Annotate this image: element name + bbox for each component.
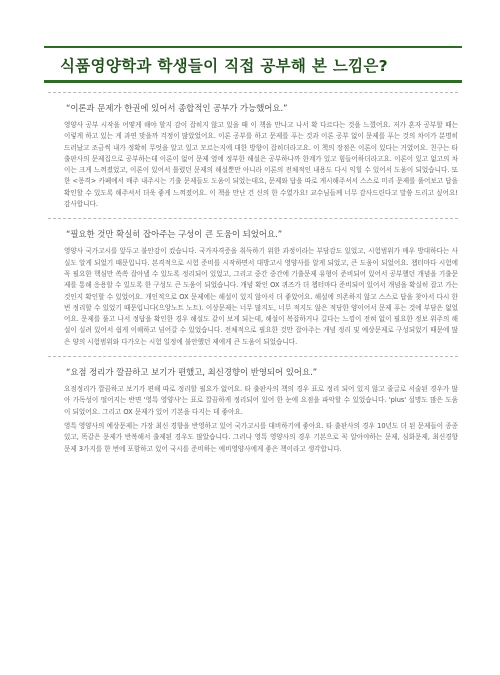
review-2 <box>48 218 458 348</box>
title-bottom-rule <box>44 80 462 83</box>
review-divider <box>48 218 458 219</box>
page-title: 식품영양학과 학생들이 직접 공부해 본 느낌은? <box>60 57 388 75</box>
reviews-container <box>48 92 458 463</box>
review-paragraph: 영양사 국가고시를 앞두고 불안감이 컸습니다. 국가자격증을 취득하기 위한 과정이라는 부담감도 있었고, 시험범위가 매우 방대하다는 사실도 알게 되었기 때문입니다. 본격적으로 시험 준비를 시작하면서 대방고시 영양사를 알게 되었고, 큰 도움이 되었어요. 챕터마다 시험에 꼭 필요한 핵심만 쏙쏙 잡아낼 수 있도록 정리되어 있었고, 그리고 중간 중간에 기출문제 유형이 준비되어 있어서 공부했던 개념을 기출문제를 통해 응용할 수 있도록 한 구성도 큰 도움이 되었습니다. 개념 확인 OX 퀴즈가 더 챕터마다 준비되어 있어서 개념을 확실히 잡고 가는 것인지 확인할 수 있었어요. 개인적으로 OX 문제에는 해설이 있지 않아서 더 좋았어요. 해설에 의존하지 않고 스스로 답을 찾아서 다시 한 번 정리할 수 있었기 때문입니다(으앙노트 노트). 이상문제는 너무 많지도, 너무 적지도 않은 적당한 양이어서 문제 푸는 것에 부담은 없었어요. 문제를 풀고 나서 정답을 확인한 경우 해설도 같이 보게 되는데, 해설이 복잡하거나 길다는 느낌이 전혀 없이 필요한 정보 위주의 해설이 실려 있어서 쉽게 이해하고 넘어갈 수 있었습니다. 전체적으로 필요한 것만 잡아주는 개념 정리 및 예상문제로 구성되었기 때문에 많은 양의 시험범위와 다가오는 시험 일정에 불안했던 제에게 큰 도움이 되었습니다. <box>64 247 458 346</box>
review-divider <box>48 92 458 93</box>
review-3 <box>48 356 458 455</box>
review-quote: “요점 정리가 깔끔하고 보기가 편했고, 최신경향이 반영되어 있어요.” <box>66 367 318 378</box>
review-divider <box>48 356 458 357</box>
review-paragraph: 영특 영양사의 예상문제는 가장 최신 경향을 반영하고 있어 국가고시를 대비하기에 좋아요. 타 출판사의 경우 10년도 더 된 문제들이 종종 있고, 똑같은 문제가 반복해서 출제된 경우도 많았습니다. 그러나 영특 영양사의 경우 기본으로 꼭 알아야하는 문제, 심화문제, 최신경향 문제 3가지를 한 번에 포함하고 있어 국시를 준비하는 예비영양사에게 좋은 책이라고 생각합니다. <box>64 421 458 453</box>
review-paragraph: 영양사 공부 시작을 어떻게 해야 할지 감이 잡히지 않고 있을 때 이 책을 만나고 나서 확 다르다는 것을 느꼈어요. 저가 혼자 공부할 때는 이렇게 하고 있는 게 과연 맞을까 걱정이 많았었어요. 이론 공부를 하고 문제를 푸는 것과 이론 공부 없이 문제를 푸는 것의 차이가 분명히 드러났고 조금씩 내가 정확히 무엇을 알고 있고 모르는지에 대한 방향이 잡히더라고요. 이 책의 장점은 이론이 있다는 거였어요. 친구는 타 출판사의 문제집으로 공부하는데 이론이 없어 문제 옆에 정부한 해설은 공부하나까 한계가 있고 힘들어하더라고요. 이론이 있고 없고의 차이는 크게 느껴졌었고, 이론이 있어서 틀렸던 문제의 해설뿐만 아니라 이론의 전체적인 내용도 다시 익힐 수 있어서 도움이 되었습니다. 또한 <몽격> 카페에서 매주 내주시는 기출 문제들도 도움이 되었는데요, 문제와 답을 따로 게시해주셔서 스스로 미리 문제를 풀어보고 답을 확인할 수 있도록 해주셔서 더욱 좋게 느껴졌어요. 이 책을 만난 건 신의 한 수였가요! 교수님들께 너무 감사드린다고 말씀 드리고 싶어요! 감사합니다. <box>64 121 458 209</box>
review-1 <box>48 92 458 210</box>
review-paragraph: 요점정리가 깔끔하고 보기가 편해 따로 정리할 필요가 없어요. 타 출판사의 책의 경우 표로 정리 되어 있지 않고 줄글로 서술된 경우가 많아 가독성이 떨어지는 반면 '영특 영양사'는 표로 깔끔하게 정리되어 있어 한 눈에 요점을 파악할 수 있었습니다. 'plus' 설명도 많은 도움이 되었어요. 그리고 OX 문제가 있어 기본을 다지는 데 좋아요. <box>64 385 458 416</box>
review-quote: “필요한 것만 확실히 잡아주는 구성이 큰 도움이 되었어요.” <box>66 229 283 240</box>
review-quote: “이론과 문제가 한권에 있어서 종합적인 공부가 가능했어요.” <box>66 103 288 113</box>
